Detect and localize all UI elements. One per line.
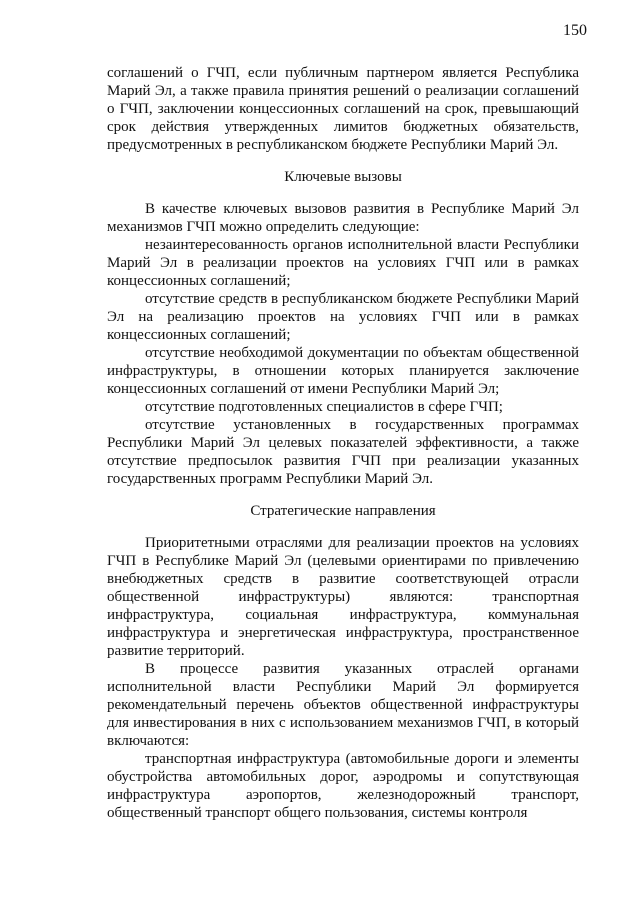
challenge-item: отсутствие установленных в государственных программах Республики Марий Эл целевых показателей эффективности, а также отсутствие предпосылок развития ГЧП при реализации указанных государственных программ Республики Марий Эл. [107,417,579,487]
strategy-paragraph: Приоритетными отраслями для реализации проектов на условиях ГЧП в Республике Марий Эл (целевыми ориентирами по привлечению внебюджетных средств в развитие соответствующей отрасли общественной инфраструктуры) являются: транспортная инфраструктура, социальная инфраструктура, коммунальная инфраструктура и энергетическая инфраструктура, пространственное развитие территорий. [107,535,579,659]
challenge-item: отсутствие средств в республиканском бюджете Республики Марий Эл на реализацию проектов на условиях ГЧП или в рамках концессионных соглашений; [107,291,579,343]
intro-paragraph: соглашений о ГЧП, если публичным партнером является Республика Марий Эл, а также правила принятия решений о реализации соглашений о ГЧП, заключении концессионных соглашений на срок, превышающий срок действия утвержденных лимитов бюджетных обязательств, предусмотренных в республиканском бюджете Республики Марий Эл. [107,65,579,153]
challenge-item: отсутствие необходимой документации по объектам общественной инфраструктуры, в отношении которых планируется заключение концессионных соглашений от имени Республики Марий Эл; [107,345,579,397]
section-heading-challenges: Ключевые вызовы [284,169,402,185]
strategy-paragraph: транспортная инфраструктура (автомобильные дороги и элементы обустройства автомобильных дорог, аэродромы и сопутствующая инфраструктура аэропортов, железнодорожный транспорт, общественный транспорт общего пользования, системы контроля [107,751,579,821]
section-heading-strategy: Стратегические направления [250,503,436,519]
challenge-item: отсутствие подготовленных специалистов в сфере ГЧП; [145,399,503,415]
strategy-paragraph: В процессе развития указанных отраслей органами исполнительной власти Республики Марий Эл формируется рекомендательный перечень объектов общественной инфраструктуры для инвестирования в них с использованием механизмов ГЧП, в который включаются: [107,661,579,749]
page-content [107,64,579,822]
challenges-lead-paragraph: В качестве ключевых вызовов развития в Республике Марий Эл механизмов ГЧП можно определить следующие: [107,201,579,235]
challenge-item: незаинтересованность органов исполнительной власти Республики Марий Эл в реализации проектов на условиях ГЧП или в рамках концессионных соглашений; [107,237,579,289]
page-number: 150 [563,22,587,39]
